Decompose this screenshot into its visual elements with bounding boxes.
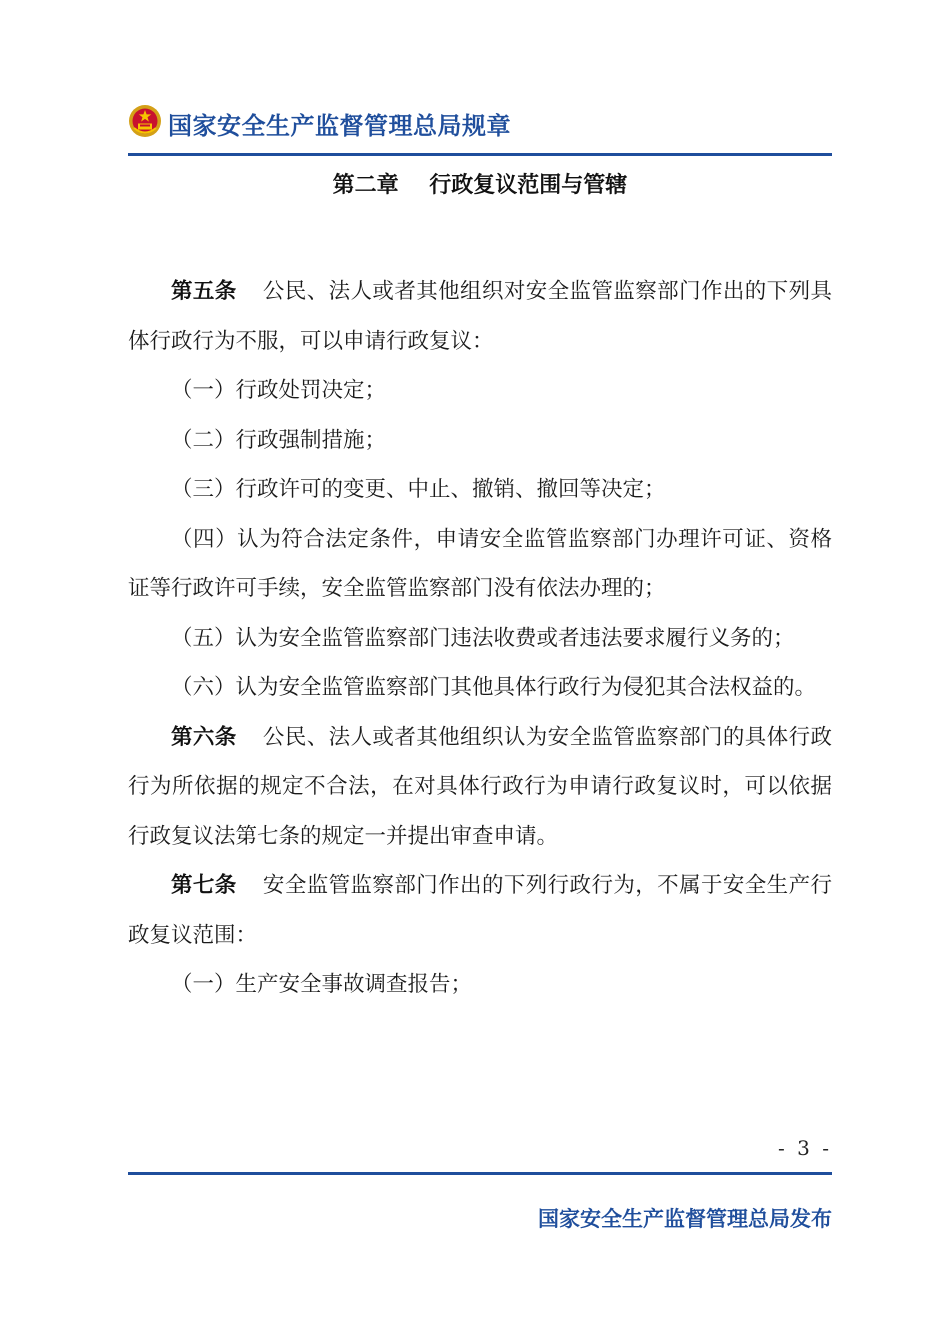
list-item: （六）认为安全监管监察部门其他具体行政行为侵犯其合法权益的。	[171, 675, 817, 700]
document-header	[128, 100, 832, 148]
header-divider	[128, 153, 832, 156]
document-body	[128, 267, 832, 1010]
national-emblem-icon	[128, 104, 162, 138]
list-item: （五）认为安全监管监察部门违法收费或者违法要求履行义务的；	[171, 625, 795, 651]
list-item: （一）生产安全事故调查报告；	[171, 972, 473, 997]
article-text: 公民、法人或者其他组织认为安全监管监察部门的具体行政行为所依据的规定不合法，在对具体行政行为申请行政复议时，可以依据行政复议法第七条的规定一并提出审查申请。	[128, 724, 832, 849]
article-text: 安全监管监察部门作出的下列行政行为，不属于安全生产行政复议范围：	[128, 873, 832, 948]
page-number: - 3 -	[778, 1136, 832, 1160]
article-label: 第七条	[171, 873, 237, 898]
list-item: （三）行政许可的变更、中止、撤销、撤回等决定；	[171, 477, 666, 502]
article-text: 公民、法人或者其他组织对安全监管监察部门作出的下列具体行政行为不服，可以申请行政复议：	[128, 279, 832, 354]
list-item: （二）行政强制措施；	[171, 427, 387, 453]
list-item: （四）认为符合法定条件，申请安全监管监察部门办理许可证、资格证等行政许可手续，安全监管监察部门没有依法办理的；	[128, 526, 832, 601]
footer-divider	[128, 1172, 832, 1175]
footer-publisher: 国家安全生产监督管理总局发布	[538, 1207, 832, 1231]
header-title: 国家安全生产监督管理总局规章	[168, 112, 511, 140]
article-6	[128, 713, 832, 862]
article-label: 第六条	[171, 724, 237, 750]
chapter-title: 第二章 行政复议范围与管辖	[332, 173, 628, 198]
article-5	[128, 267, 832, 366]
list-item: （一）行政处罚决定；	[171, 378, 387, 403]
article-label: 第五条	[171, 279, 237, 304]
article-7	[128, 861, 832, 960]
